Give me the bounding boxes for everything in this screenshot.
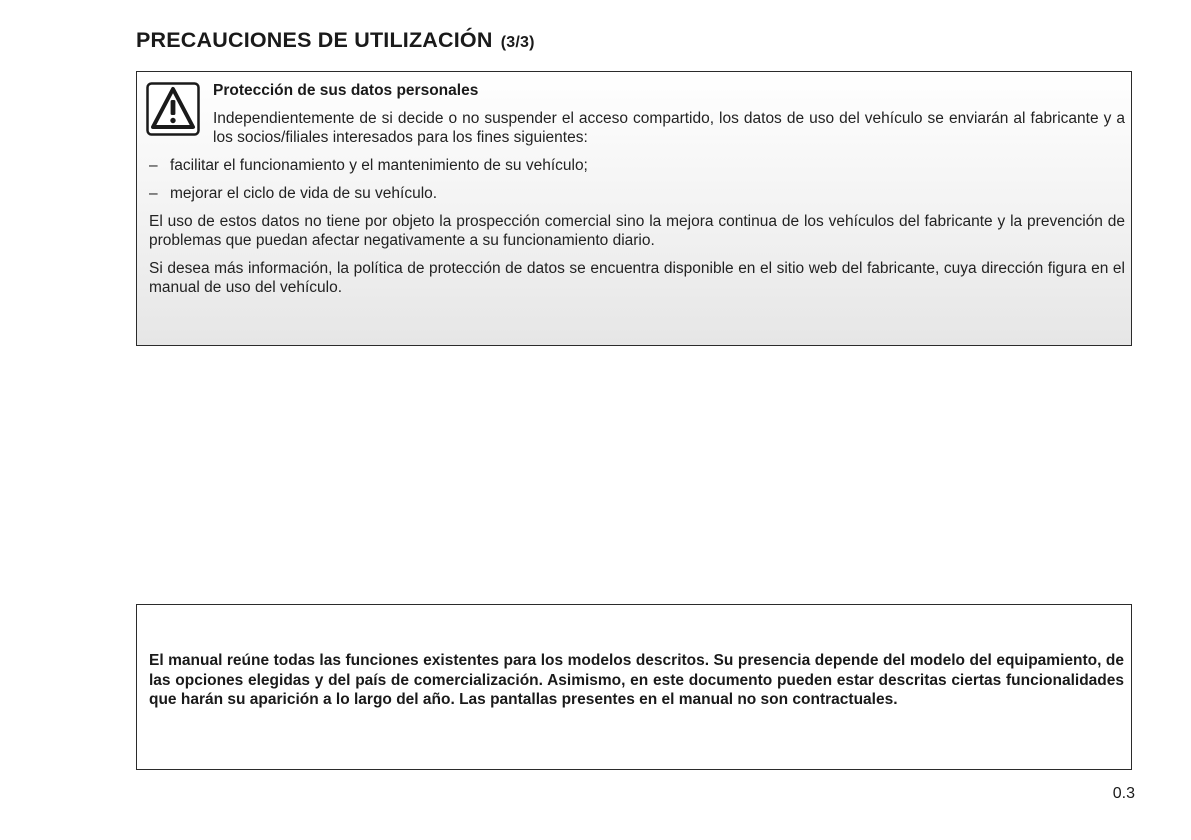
list-dash: – xyxy=(149,185,158,202)
list-item xyxy=(149,184,1125,203)
list-item-text: mejorar el ciclo de vida de su vehículo. xyxy=(170,185,438,202)
list-dash: – xyxy=(149,157,158,174)
page-title xyxy=(136,28,535,53)
list-item xyxy=(149,156,1125,175)
warning-intro: Independientemente de si decide o no suspender el acceso compartido, los datos de uso del vehículo se enviarán al fabricante y a los socios/filiales interesados para los fines siguientes: xyxy=(213,110,1125,146)
page-title-text: PRECAUCIONES DE UTILIZACIÓN xyxy=(136,28,493,52)
warning-body xyxy=(149,156,1125,306)
warning-title: Protección de sus datos personales xyxy=(213,82,479,99)
warning-box xyxy=(136,71,1132,346)
note-box xyxy=(136,604,1132,770)
warning-paragraph: Si desea más información, la política de protección de datos se encuentra disponible en el sitio web del fabricante, cuya dirección figura en el manual de uso del vehículo. xyxy=(149,260,1125,296)
note-text: El manual reúne todas las funciones existentes para los modelos descritos. Su presencia depende del modelo del equipamiento, de las opciones elegidas y del país de comercialización. Asimismo, en este documento pueden estar descritas ciertas funcionalidades que harán su aparición a lo largo del año. Las pantallas presentes en el manual no son contractuales. xyxy=(149,652,1124,708)
list-item-text: facilitar el funcionamiento y el mantenimiento de su vehículo; xyxy=(170,157,588,174)
warning-paragraph: El uso de estos datos no tiene por objeto la prospección comercial sino la mejora continua de los vehículos del fabricante y la prevención de problemas que puedan afectar negativamente a su funcionamiento diario. xyxy=(149,213,1125,249)
page-number: 0.3 xyxy=(1112,785,1135,802)
warning-triangle-icon xyxy=(146,82,200,136)
page-title-part: (3/3) xyxy=(500,34,535,51)
